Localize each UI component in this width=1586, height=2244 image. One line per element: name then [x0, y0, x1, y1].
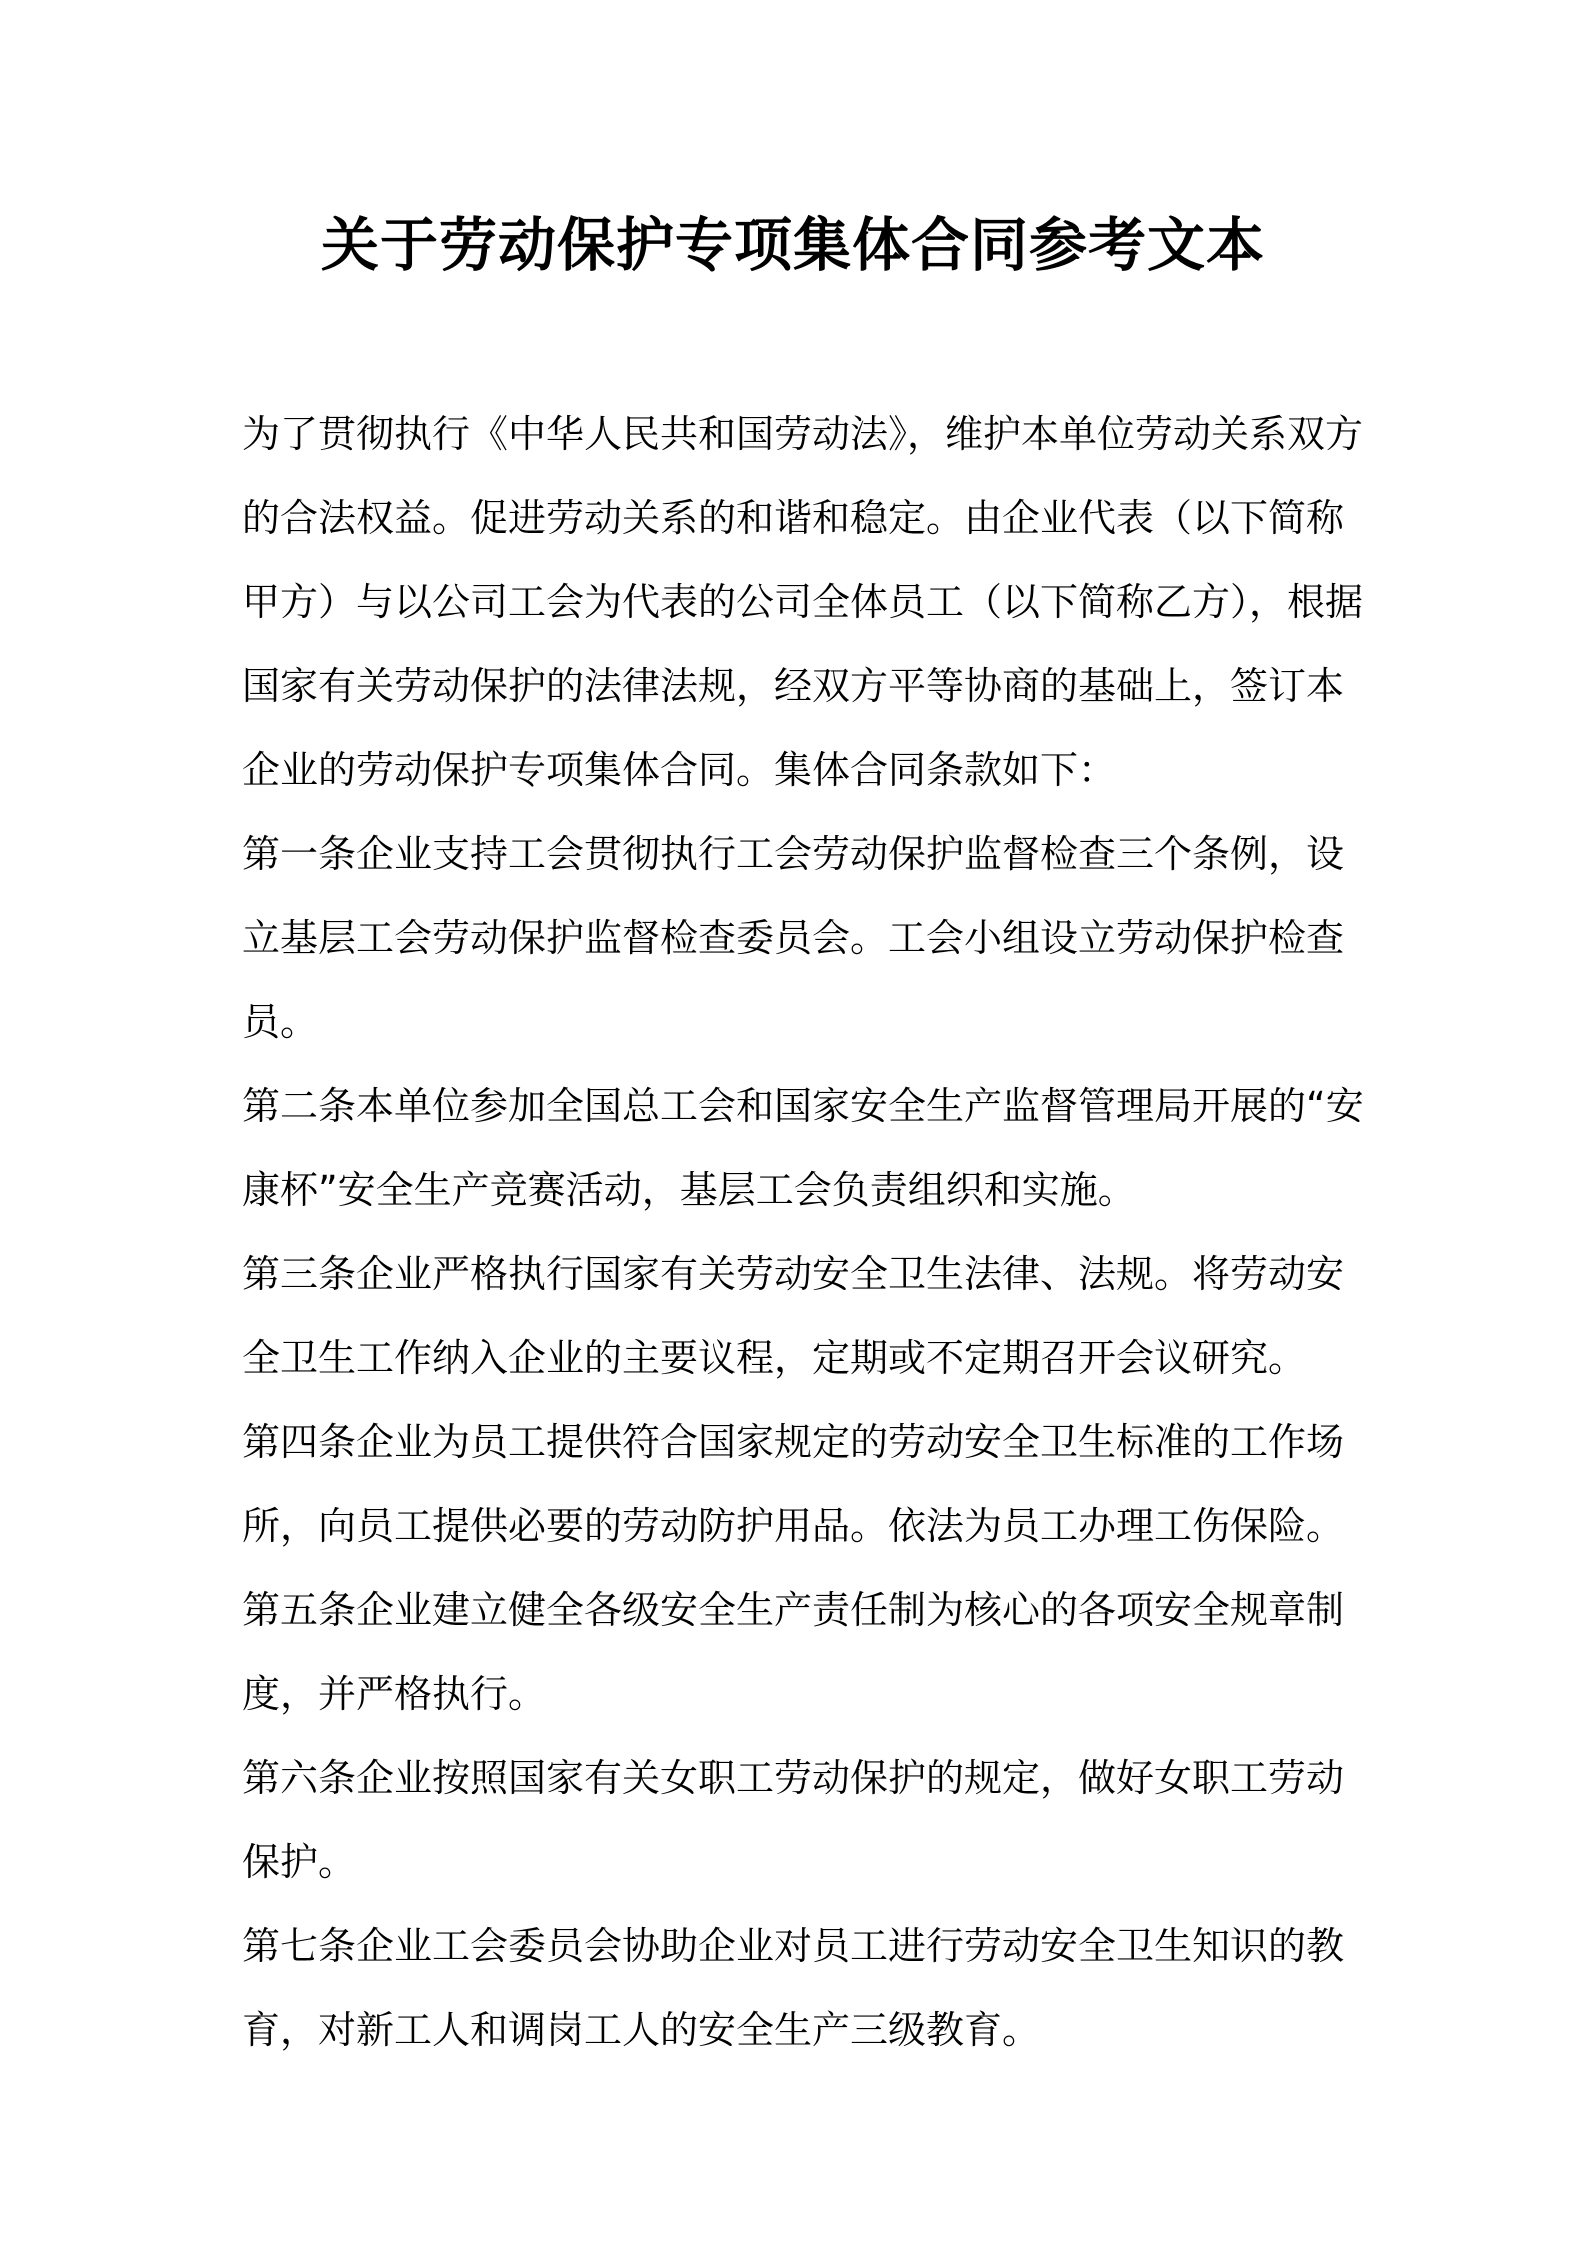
paragraph-article-5: 第五条企业建立健全各级安全生产责任制为核心的各项安全规章制度，并严格执行。 — [242, 1588, 1345, 1716]
paragraph-article-4: 第四条企业为员工提供符合国家规定的劳动安全卫生标准的工作场所，向员工提供必要的劳动防护用品。依法为员工办理工伤保险。 — [242, 1420, 1345, 1548]
document-body — [242, 392, 1372, 2072]
paragraph-article-2: 第二条本单位参加全国总工会和国家安全生产监督管理局开展的“安康杯”安全生产竞赛活动，基层工会负责组织和实施。 — [242, 1084, 1364, 1212]
paragraph-article-1: 第一条企业支持工会贯彻执行工会劳动保护监督检查三个条例，设立基层工会劳动保护监督检查委员会。工会小组设立劳动保护检查员。 — [242, 832, 1345, 1044]
document-title: 关于劳动保护专项集体合同参考文本 — [320, 211, 1265, 279]
paragraph-article-7: 第七条企业工会委员会协助企业对员工进行劳动安全卫生知识的教育，对新工人和调岗工人的安全生产三级教育。 — [242, 1924, 1345, 2052]
paragraph-preamble: 为了贯彻执行《中华人民共和国劳动法》，维护本单位劳动关系双方的合法权益。促进劳动关系的和谐和稳定。由企业代表（以下简称甲方）与以公司工会为代表的公司全体员工（以下简称乙方），根据国家有关劳动保护的法律法规，经双方平等协商的基础上，签订本企业的劳动保护专项集体合同。集体合同条款如下： — [242, 412, 1364, 792]
paragraph-article-3: 第三条企业严格执行国家有关劳动安全卫生法律、法规。将劳动安全卫生工作纳入企业的主要议程，定期或不定期召开会议研究。 — [242, 1252, 1345, 1380]
paragraph-article-6: 第六条企业按照国家有关女职工劳动保护的规定，做好女职工劳动保护。 — [242, 1756, 1345, 1884]
